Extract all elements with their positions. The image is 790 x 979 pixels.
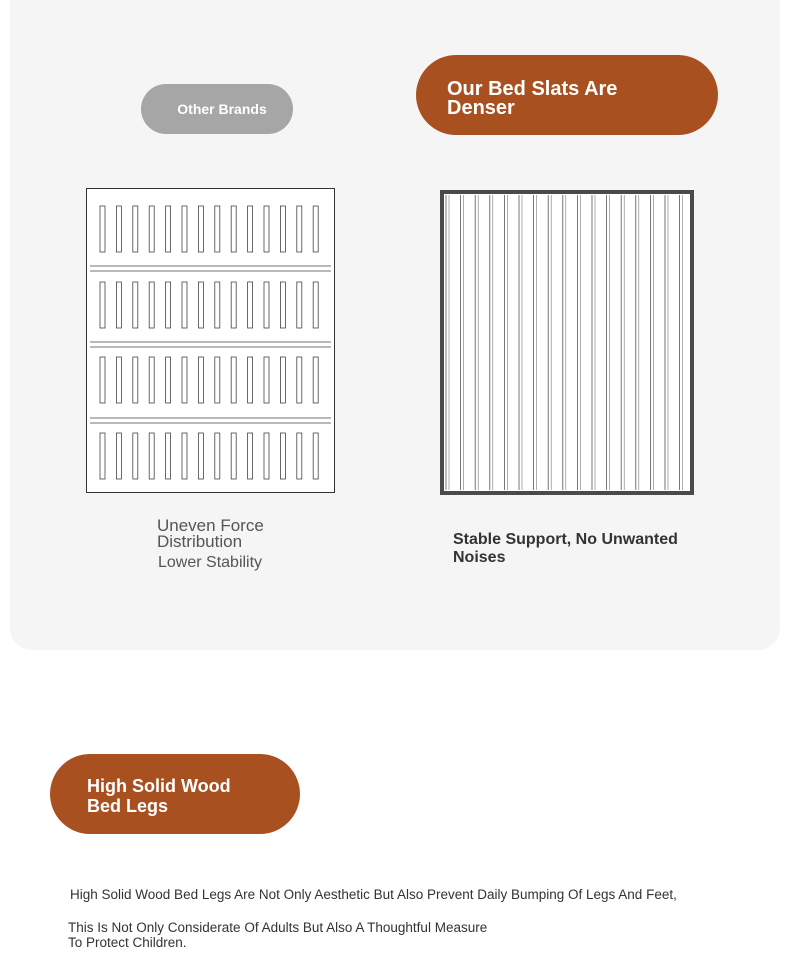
dense-slats-diagram (440, 190, 694, 495)
bed-legs-label-line1: High Solid Wood (87, 776, 231, 796)
our-slats-badge (416, 55, 718, 135)
sparse-slats-diagram (86, 188, 335, 493)
left-caption-title (157, 518, 264, 550)
our-slats-label-line2: Denser (447, 97, 515, 119)
right-caption-line2: Noises (453, 549, 506, 566)
bed-legs-description (68, 920, 487, 950)
bed-legs-badge (50, 754, 300, 834)
right-caption (453, 531, 678, 567)
frame-outline (87, 189, 335, 493)
left-caption-subtitle: Lower Stability (158, 554, 263, 571)
left-caption-title-line2: Distribution (157, 532, 243, 551)
frame-outline (442, 192, 692, 493)
bed-legs-description-line1: High Solid Wood Bed Legs Are Not Only Aesthetic But Also Prevent Daily Bumping Of Legs And Feet, (70, 887, 677, 902)
our-slats-label-line1: Our Bed Slats Are (447, 78, 618, 100)
right-caption-line1: Stable Support, No Unwanted (453, 531, 678, 548)
left-caption-title-line1: Uneven Force (157, 516, 264, 535)
other-brands-label: Other Brands (177, 101, 267, 117)
other-brands-badge (141, 84, 293, 134)
bed-legs-description-line2: This Is Not Only Considerate Of Adults But Also A Thoughtful Measure (68, 920, 488, 935)
bed-legs-description-line3: To Protect Children. (68, 935, 187, 950)
bed-legs-label-line2: Bed Legs (87, 796, 169, 816)
